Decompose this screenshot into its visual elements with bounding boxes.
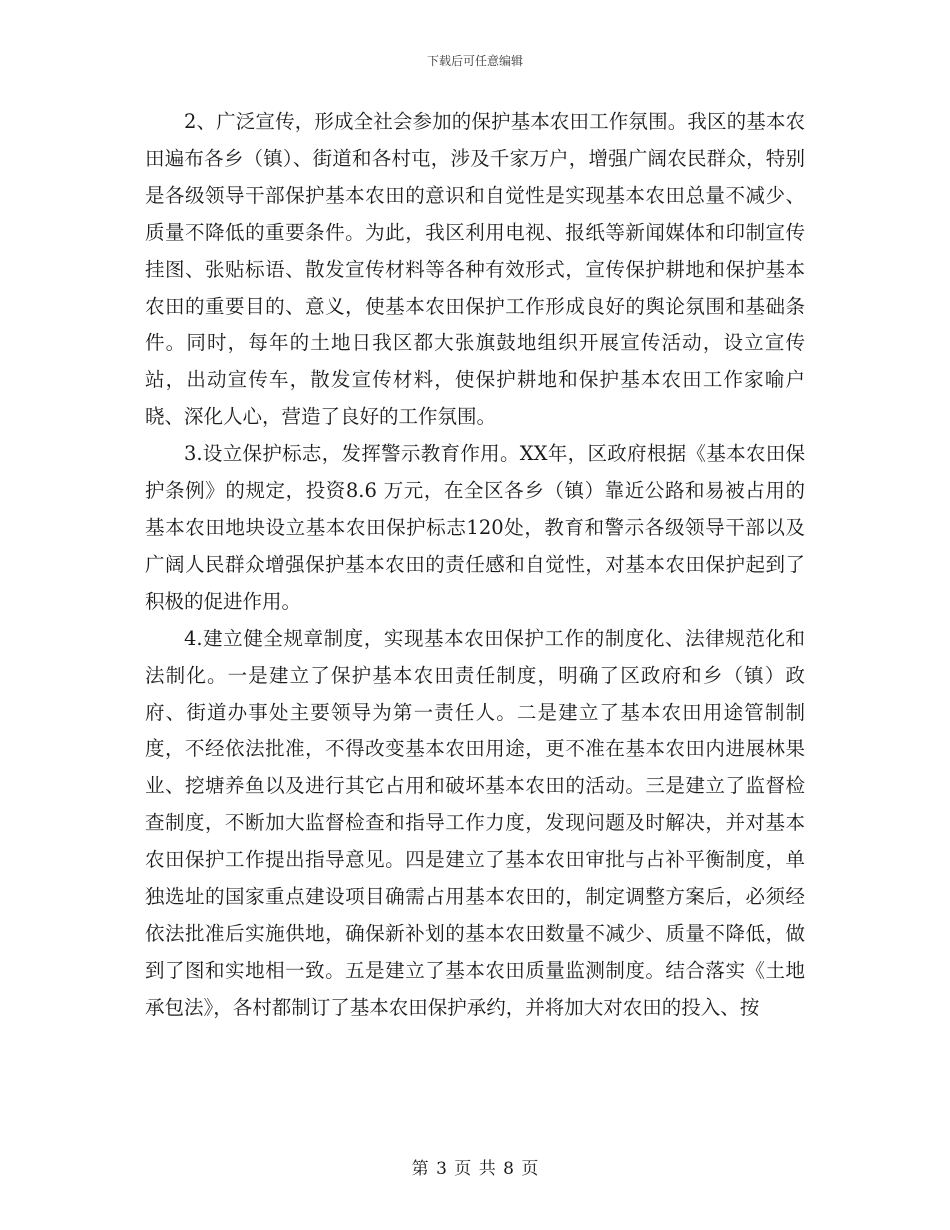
paragraph-3-protection-signs: 3.设立保护标志，发挥警示教育作用。XX年，区政府根据《基本农田保护条例》的规定，投资8.6 万元，在全区各乡（镇）靠近公路和易被占用的基本农田地块设立基本农田保护标志120处，教育和警示各级领导干部以及广阔人民群众增强保护基本农田的责任感和自觉性，对基本农田保护起到了积极的促进作用。 [145,442,805,613]
paragraph-4-regulations: 4.建立健全规章制度，实现基本农田保护工作的制度化、法律规范化和法制化。一是建立了保护基本农田责任制度，明确了区政府和乡（镇）政府、街道办事处主要领导为第一责任人。二是建立了基本农田用途管制制度，不经依法批准，不得改变基本农田用途，更不准在基本农田内进展林果业、挖塘养鱼以及进行其它占用和破坏基本农田的活动。三是建立了监督检查制度，不断加大监督检查和指导工作力度，发现问题及时解决，并对基本农田保护工作提出指导意见。四是建立了基本农田审批与占补平衡制度，单独选址的国家重点建设项目确需占用基本农田的，制定调整方案后，必须经依法批准后实施供地，确保新补划的基本农田数量不减少、质量不降低，做到了图和实地相一致。五是建立了基本农田质量监测制度。结合落实《土地承包法》，各村都制订了基本农田保护承约，并将加大对农田的投入、按 [145,626,805,1019]
page-number-footer: 第 3 页 共 8 页 [411,1159,539,1179]
page-header-note: 下载后可任意编辑 [426,54,523,68]
document-body [145,104,805,1027]
paragraph-2-publicity: 2、广泛宣传，形成全社会参加的保护基本农田工作氛围。我区的基本农田遍布各乡（镇）、街道和各村屯，涉及千家万户，增强广阔农民群众，特别是各级领导干部保护基本农田的意识和自觉性是实现基本农田总量不减少、质量不降低的重要条件。为此，我区利用电视、报纸等新闻媒体和印制宣传挂图、张贴标语、散发宣传材料等各种有效形式，宣传保护耕地和保护基本农田的重要目的、意义，使基本农田保护工作形成良好的舆论氛围和基础条件。同时，每年的土地日我区都大张旗鼓地组织开展宣传活动，设立宣传站，出动宣传车，散发宣传材料，使保护耕地和保护基本农田工作家喻户晓、深化人心，营造了良好的工作氛围。 [145,110,805,429]
